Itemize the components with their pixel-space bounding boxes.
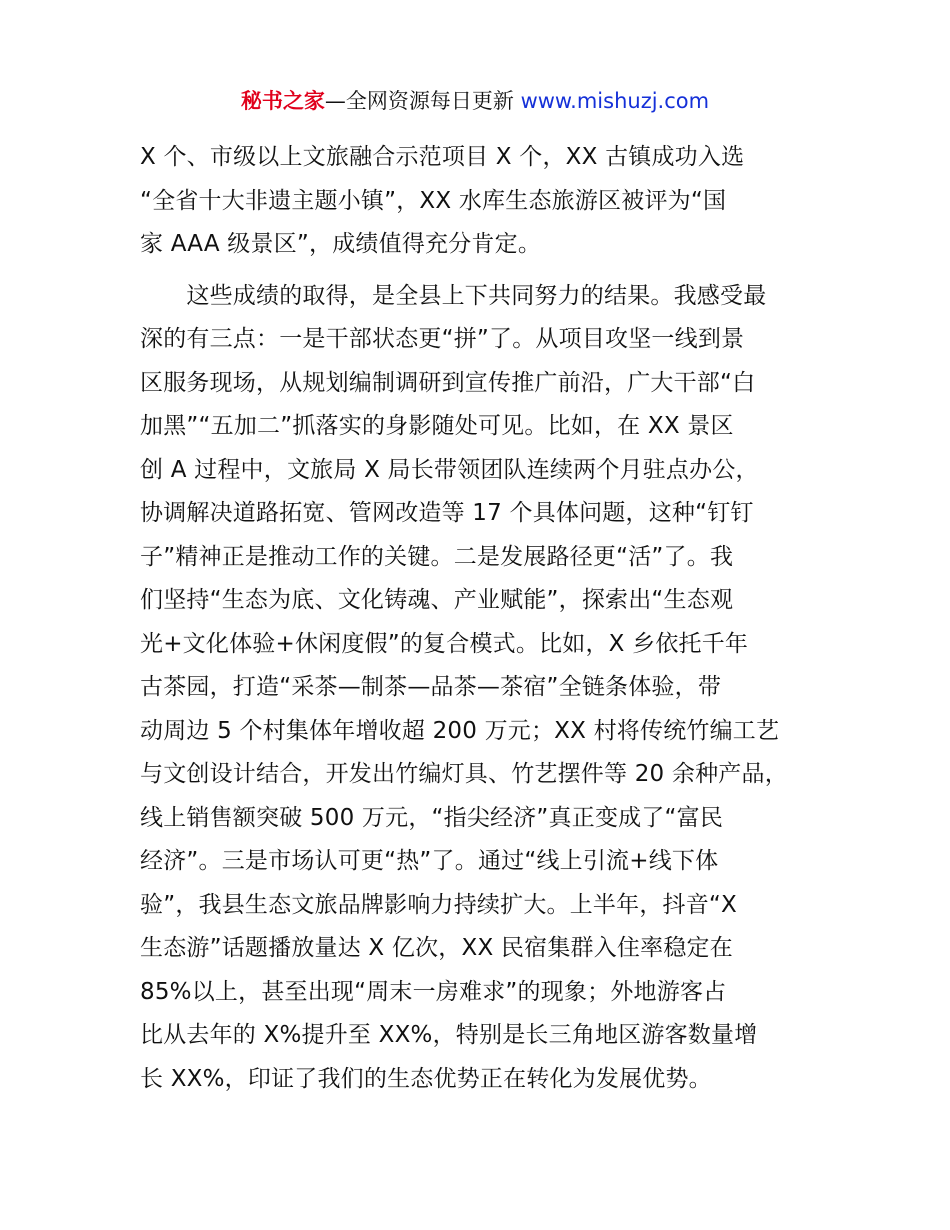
text-line: 动周边 5 个村集体年增收超 200 万元；XX 村将传统竹编工艺 xyxy=(140,717,780,744)
text-line: 生态游”话题播放量达 X 亿次，XX 民宿集群入住率稳定在 xyxy=(140,935,733,961)
site-url-link[interactable]: www.mishuzj.com xyxy=(520,89,710,113)
paragraph-2 xyxy=(140,275,840,1102)
brand-name: 秘书之家 xyxy=(240,89,325,113)
text-line: 经济”。三是市场认可更“热”了。通过“线上引流+线下体 xyxy=(140,848,719,874)
text-line: 验”，我县生态文旅品牌影响力持续扩大。上半年，抖音“X xyxy=(140,891,737,918)
text-line: 85%以上，甚至出现“周末一房难求”的现象；外地游客占 xyxy=(140,978,727,1005)
paragraph-spacer xyxy=(140,267,840,275)
text-line: 线上销售额突破 500 万元，“指尖经济”真正变成了“富民 xyxy=(140,804,724,831)
text-line: 加黑”“五加二”抓落实的身影随处可见。比如，在 XX 景区 xyxy=(140,413,734,439)
text-line: X 个、市级以上文旅融合示范项目 X 个，XX 古镇成功入选 xyxy=(140,144,745,170)
page-header xyxy=(0,86,950,116)
document-body xyxy=(140,136,840,1101)
text-line: 光+文化体验+休闲度假”的复合模式。比如，X 乡依托千年 xyxy=(140,630,749,657)
text-line: 这些成绩的取得，是全县上下共同努力的结果。我感受最 xyxy=(140,282,767,309)
text-line: 们坚持“生态为底、文化铸魂、产业赋能”，探索出“生态观 xyxy=(140,587,734,613)
header-tagline: —全网资源每日更新 xyxy=(324,89,521,113)
text-line: 区服务现场，从规划编制调研到宣传推广前沿，广大干部“白 xyxy=(140,369,756,396)
text-line: 与文创设计结合，开发出竹编灯具、竹艺摆件等 20 余种产品， xyxy=(140,761,788,787)
text-line: 比从去年的 X%提升至 XX%，特别是长三角地区游客数量增 xyxy=(140,1022,758,1048)
text-line: 古茶园，打造“采茶—制茶—品茶—茶宿”全链条体验，带 xyxy=(140,674,722,700)
text-line: 家 AAA 级景区”，成绩值得充分肯定。 xyxy=(140,231,542,257)
text-line: 深的有三点：一是干部状态更“拼”了。从项目攻坚一线到景 xyxy=(140,326,745,352)
text-line: “全省十大非遗主题小镇”，XX 水库生态旅游区被评为“国 xyxy=(140,187,727,214)
text-line: 子”精神正是推动工作的关键。二是发展路径更“活”了。我 xyxy=(140,543,734,570)
text-line: 创 A 过程中，文旅局 X 局长带领团队连续两个月驻点办公， xyxy=(140,456,759,483)
text-line: 长 XX%，印证了我们的生态优势正在转化为发展优势。 xyxy=(140,1065,712,1092)
paragraph-1 xyxy=(140,136,840,267)
text-line: 协调解决道路拓宽、管网改造等 17 个具体问题，这种“钉钉 xyxy=(140,500,754,526)
